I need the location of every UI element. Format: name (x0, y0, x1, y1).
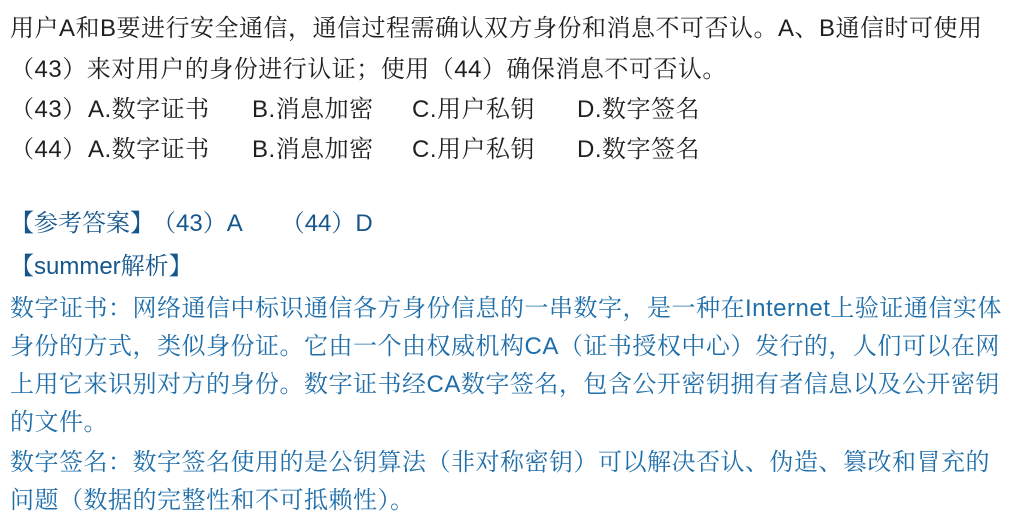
blank-number-44: （44） (10, 136, 87, 163)
option-43-b: B.消息加密 (252, 96, 374, 123)
option-44-d: D.数字签名 (577, 136, 700, 163)
analysis-paragraph-signature: 数字签名：数字签名使用的是公钥算法（非对称密钥）可以解决否认、伪造、篡改和冒充的问题（数据的完整性和不可抵赖性）。 (10, 449, 990, 514)
option-44-c: C.用户私钥 (412, 136, 535, 163)
answer-item-43: （43）A (164, 210, 243, 237)
blank-number-43: （43） (10, 96, 87, 123)
option-44-a: A.数字证书 (88, 136, 210, 163)
option-43-c: C.用户私钥 (412, 96, 535, 123)
options-row-43 (10, 90, 1003, 130)
option-43-a: A.数字证书 (88, 96, 210, 123)
question-stem: 用户A和B要进行安全通信，通信过程需确认双方身份和消息不可否认。A、B通信时可使用（43）来对用户的身份进行认证；使用（44）确保消息不可否认。 (10, 15, 983, 83)
analysis-header: 【summer解析】 (10, 253, 193, 280)
option-43-d: D.数字签名 (577, 96, 700, 123)
answer-item-44: （44）D (280, 210, 373, 237)
options-row-44 (10, 130, 1003, 170)
reference-answer-line (10, 202, 1003, 245)
analysis-paragraph-certificate: 数字证书：网络通信中标识通信各方身份信息的一串数字，是一种在Internet上验证通信实体身份的方式，类似身份证。它由一个由权威机构CA（证书授权中心）发行的，人们可以在网上用它来识别对方的身份。数字证书经CA数字签名，包含公开密钥拥有者信息以及公开密钥的文件。 (10, 295, 1002, 436)
reference-answer-header: 【参考答案】 (10, 210, 154, 237)
option-44-b: B.消息加密 (252, 136, 374, 163)
